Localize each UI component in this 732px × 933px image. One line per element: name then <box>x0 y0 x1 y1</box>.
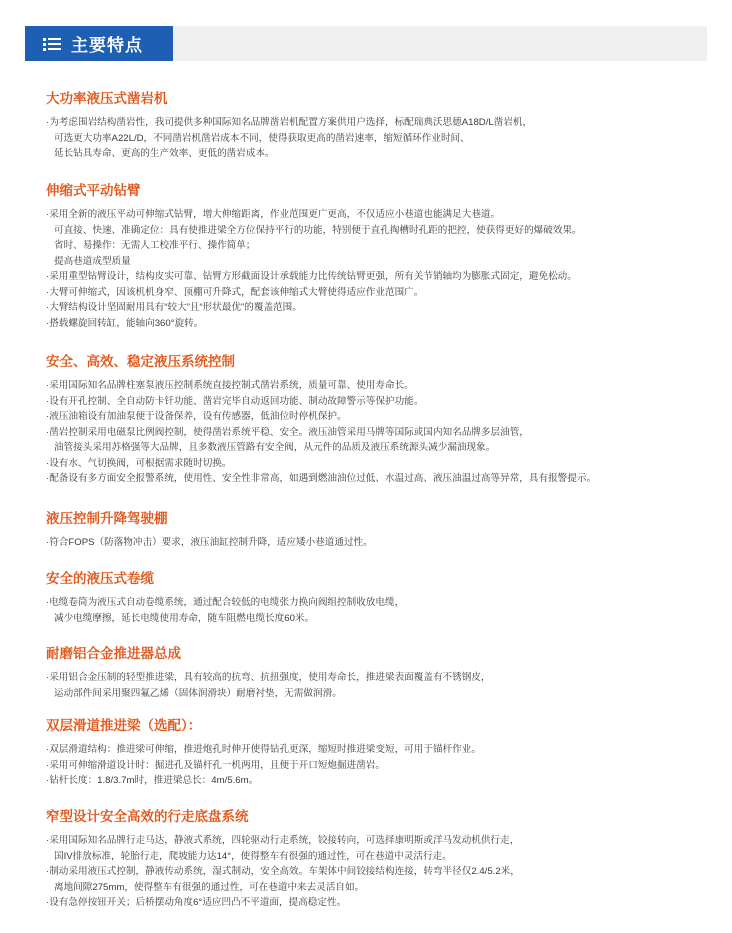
feature-item: ·设有水、气切换阀，可根据需求随时切换。 <box>46 457 232 469</box>
section-title: 安全的液压式卷缆 <box>46 571 154 586</box>
feature-item: ·设有开孔控制、全自动防卡钎功能、凿岩完毕自动返回功能、制动故障警示等保护功能。 <box>46 395 424 407</box>
feature-item: ·双层滑道结构：推进梁可伸缩，推进炮孔时伸开使得钻孔更深，缩短时推进梁变短，可用于锚杆作业。 <box>46 744 481 755</box>
feature-item: ·为考虑围岩结构凿岩性，我司提供多种国际知名品牌凿岩机配置方案供用户选择，标配瑞典沃思德A18D/L凿岩机， <box>46 117 533 128</box>
feature-item: 减少电缆摩擦，延长电缆使用寿命，随车阻燃电缆长度60米。 <box>54 612 315 624</box>
feature-section <box>46 644 491 701</box>
section-title: 窄型设计安全高效的行走底盘系统 <box>46 809 249 824</box>
feature-item: 省时、易操作：无需人工校准平行、操作简单； <box>54 240 256 251</box>
section-title: 液压控制升降驾驶棚 <box>46 511 168 526</box>
feature-item: ·钻杆长度：1.8/3.7m时，推进梁总长：4m/5.6m。 <box>46 775 259 786</box>
feature-item: ·电缆卷筒为液压式自动卷缆系统，通过配合较低的电缆张力换向阀组控制收放电缆， <box>46 597 405 608</box>
section-title: 耐磨铝合金推进器总成 <box>46 646 181 661</box>
section-title: 伸缩式平动钻臂 <box>46 183 141 198</box>
feature-item: ·符合FOPS（防落物冲击）要求，液压油缸控制升降，适应矮小巷道通过性。 <box>46 537 373 548</box>
feature-item: ·采用全新的液压平动可伸缩式钻臂，增大伸缩距离，作业范围更广更高，不仅适应小巷道也能满足大巷道。 <box>46 209 501 220</box>
feature-item: ·设有急停按钮开关；后桥摆动角度6°适应凹凸不平道面，提高稳定性。 <box>46 897 347 908</box>
page-title: 主要特点 <box>71 36 143 55</box>
feature-item: ·配备设有多方面安全报警系统，使用性、安全性非常高，如遇到燃油油位过低、水温过高、液压油温过高等异常，具有报警提示。 <box>46 473 597 484</box>
feature-item: 提高巷道成型质量 <box>54 255 131 267</box>
feature-item: 国IV排放标准，轮胎行走，爬坡能力达14°，使得整车有很强的通过性，可在巷道中灵活行走。 <box>54 850 452 862</box>
feature-section <box>46 509 373 551</box>
feature-item: 运动部件间采用聚四氟乙烯（固体润滑块）耐磨衬垫，无需做润滑。 <box>54 687 342 699</box>
feature-item: 离地间隙275mm，使得整车有很强的通过性，可在巷道中来去灵活自如。 <box>54 881 365 893</box>
feature-item: ·采用国际知名品牌行走马达，静液式系统，四轮驱动行走系统，铰接转向，可选择康明斯或洋马发动机供行走， <box>46 835 520 846</box>
section-header-bar <box>25 26 707 61</box>
feature-item: 油管接头采用苏格强等大品牌，且多数液压管路有安全阀，从元件的品质及液压系统源头减少漏油现象。 <box>54 442 496 453</box>
feature-section <box>46 807 520 911</box>
feature-item: ·制动采用液压式控制，静液传动系统，湿式制动，安全高效。车架体中间铰接结构连接，转弯半径仅2.4/5.2米， <box>46 866 520 877</box>
feature-item: ·采用铝合金压制的轻型推进梁，具有较高的抗弯、抗扭强度，使用寿命长，推进梁表面覆盖有不锈钢皮， <box>46 672 491 683</box>
feature-section <box>46 569 404 626</box>
feature-item: 延长钻具寿命、更高的生产效率、更低的凿岩成本。 <box>54 148 275 159</box>
feature-item: ·采用重型钻臂设计，结构皮实可靠、钻臂方形截面设计承载能力比传统钻臂更强，所有关节销轴均为膨胀式固定，避免松动。 <box>46 271 577 282</box>
feature-item: ·采用可伸缩滑道设计时：掘进孔及锚杆孔一机两用，且便于开口短炮掘进凿岩。 <box>46 759 385 771</box>
feature-item: ·凿岩控制采用电磁泵比例阀控制，使得凿岩系统平稳、安全。液压油管采用马牌等国际或国内知名品牌多层油管， <box>46 426 529 438</box>
section-title: 安全、高效、稳定液压系统控制 <box>46 354 235 369</box>
feature-item: 可直接、快速、准确定位：具有使推进梁全方位保持平行的功能，特别便于直孔掏槽时孔距的把控，使获得更好的爆破效果。 <box>54 224 582 236</box>
feature-item: ·采用国际知名品牌柱塞泵液压控制系统直接控制式凿岩系统，质量可靠、使用寿命长。 <box>46 380 414 391</box>
feature-section <box>46 716 481 789</box>
feature-item: 可选更大功率A22L/D，不同凿岩机凿岩成本不同，使得获取更高的凿岩速率，缩短循环作业时间、 <box>54 132 470 144</box>
feature-item: ·搭载螺旋回转缸，能轴向360°旋转。 <box>46 317 204 329</box>
feature-item: ·液压油箱设有加油泵便于设备保养，设有传感器，低油位时停机保护。 <box>46 411 347 422</box>
section-title: 大功率液压式凿岩机 <box>46 91 168 106</box>
feature-section <box>46 181 582 331</box>
section-title: 双层滑道推进梁（选配）： <box>46 718 202 733</box>
feature-item: ·大臂结构设计坚固耐用具有“较大”且“形状最优”的覆盖范围。 <box>46 302 302 313</box>
feature-section <box>46 352 596 487</box>
feature-section <box>46 89 532 162</box>
list-icon <box>43 37 61 51</box>
section-header-tab <box>25 26 173 61</box>
feature-item: ·大臂可伸缩式，因该机机身窄、顶棚可升降式，配套该伸缩式大臂使得适应作业范围广。 <box>46 286 424 298</box>
